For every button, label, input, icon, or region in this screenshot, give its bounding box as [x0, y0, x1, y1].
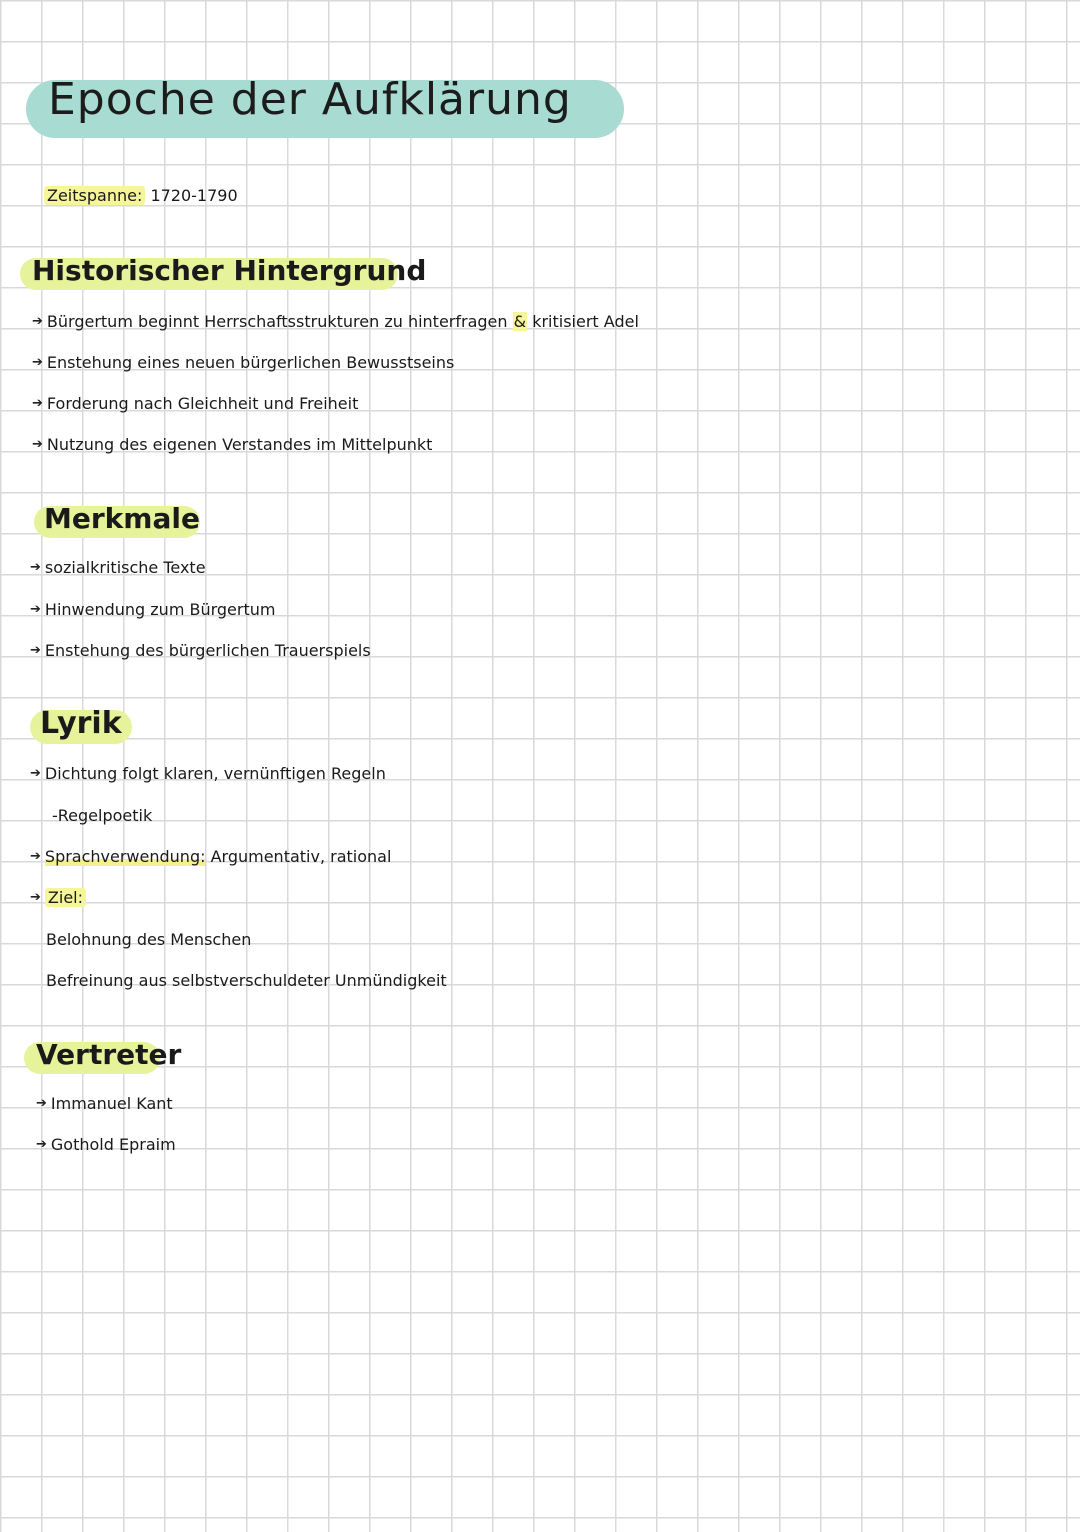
heading-merkmale: Merkmale	[44, 502, 200, 535]
list-item	[32, 353, 454, 372]
heading-vertreter: Vertreter	[36, 1038, 182, 1071]
list-item-text: Immanuel Kant	[50, 1094, 173, 1113]
list-item-text: sozialkritische Texte	[44, 558, 206, 577]
heading-lyrik: Lyrik	[40, 706, 122, 741]
arrow-right-icon: ➔	[36, 1096, 47, 1111]
sprachverwendung-value: Argumentativ, rational	[210, 847, 392, 866]
list-item-text: Gothold Epraim	[50, 1135, 176, 1154]
arrow-right-icon: ➔	[30, 602, 41, 617]
list-item-text: Enstehung eines neuen bürgerlichen Bewusstseins	[46, 353, 455, 372]
list-item	[32, 435, 432, 454]
list-item	[36, 1094, 173, 1113]
list-item	[30, 558, 206, 577]
list-item-text: Forderung nach Gleichheit und Freiheit	[46, 394, 359, 413]
arrow-right-icon: ➔	[32, 314, 43, 329]
arrow-right-icon: ➔	[32, 396, 43, 411]
heading-historischer-hintergrund: Historischer Hintergrund	[32, 254, 427, 287]
zeitspanne-value: 1720-1790	[150, 186, 238, 205]
sprachverwendung-label: Sprachverwendung:	[44, 847, 206, 866]
list-item	[30, 888, 86, 907]
zeitspanne-label: Zeitspanne:	[44, 186, 145, 205]
list-item-text: Nutzung des eigenen Verstandes im Mittelpunkt	[46, 435, 433, 454]
arrow-right-icon: ➔	[32, 437, 43, 452]
page-title: Epoche der Aufklärung	[48, 74, 572, 125]
zeitspanne	[44, 186, 238, 205]
list-item	[30, 641, 371, 660]
list-item	[30, 600, 275, 619]
list-subitem-text: Belohnung des Menschen	[46, 930, 252, 949]
arrow-right-icon: ➔	[30, 766, 41, 781]
list-subitem	[52, 806, 152, 825]
arrow-right-icon: ➔	[36, 1137, 47, 1152]
list-subitem-text: -Regelpoetik	[52, 806, 153, 825]
list-item	[30, 847, 391, 866]
list-item-text: Hinwendung zum Bürgertum	[44, 600, 276, 619]
list-item	[30, 764, 386, 783]
list-subitem	[46, 971, 447, 990]
list-item	[32, 312, 639, 331]
arrow-right-icon: ➔	[32, 355, 43, 370]
list-item-text: Bürgertum beginnt Herrschaftsstrukturen zu hinterfragen	[46, 312, 508, 331]
list-item-text: Dichtung folgt klaren, vernünftigen Regeln	[44, 764, 386, 783]
list-item	[36, 1135, 176, 1154]
list-subitem-text: Befreinung aus selbstverschuldeter Unmündigkeit	[46, 971, 447, 990]
arrow-right-icon: ➔	[30, 560, 41, 575]
arrow-right-icon: ➔	[30, 849, 41, 864]
list-item-text: Enstehung des bürgerlichen Trauerspiels	[44, 641, 371, 660]
ziel-label: Ziel:	[45, 888, 86, 907]
list-item	[32, 394, 358, 413]
arrow-right-icon: ➔	[30, 890, 41, 905]
list-subitem	[46, 930, 251, 949]
list-item-text: kritisiert Adel	[532, 312, 639, 331]
arrow-right-icon: ➔	[30, 643, 41, 658]
ampersand: &	[513, 312, 527, 331]
